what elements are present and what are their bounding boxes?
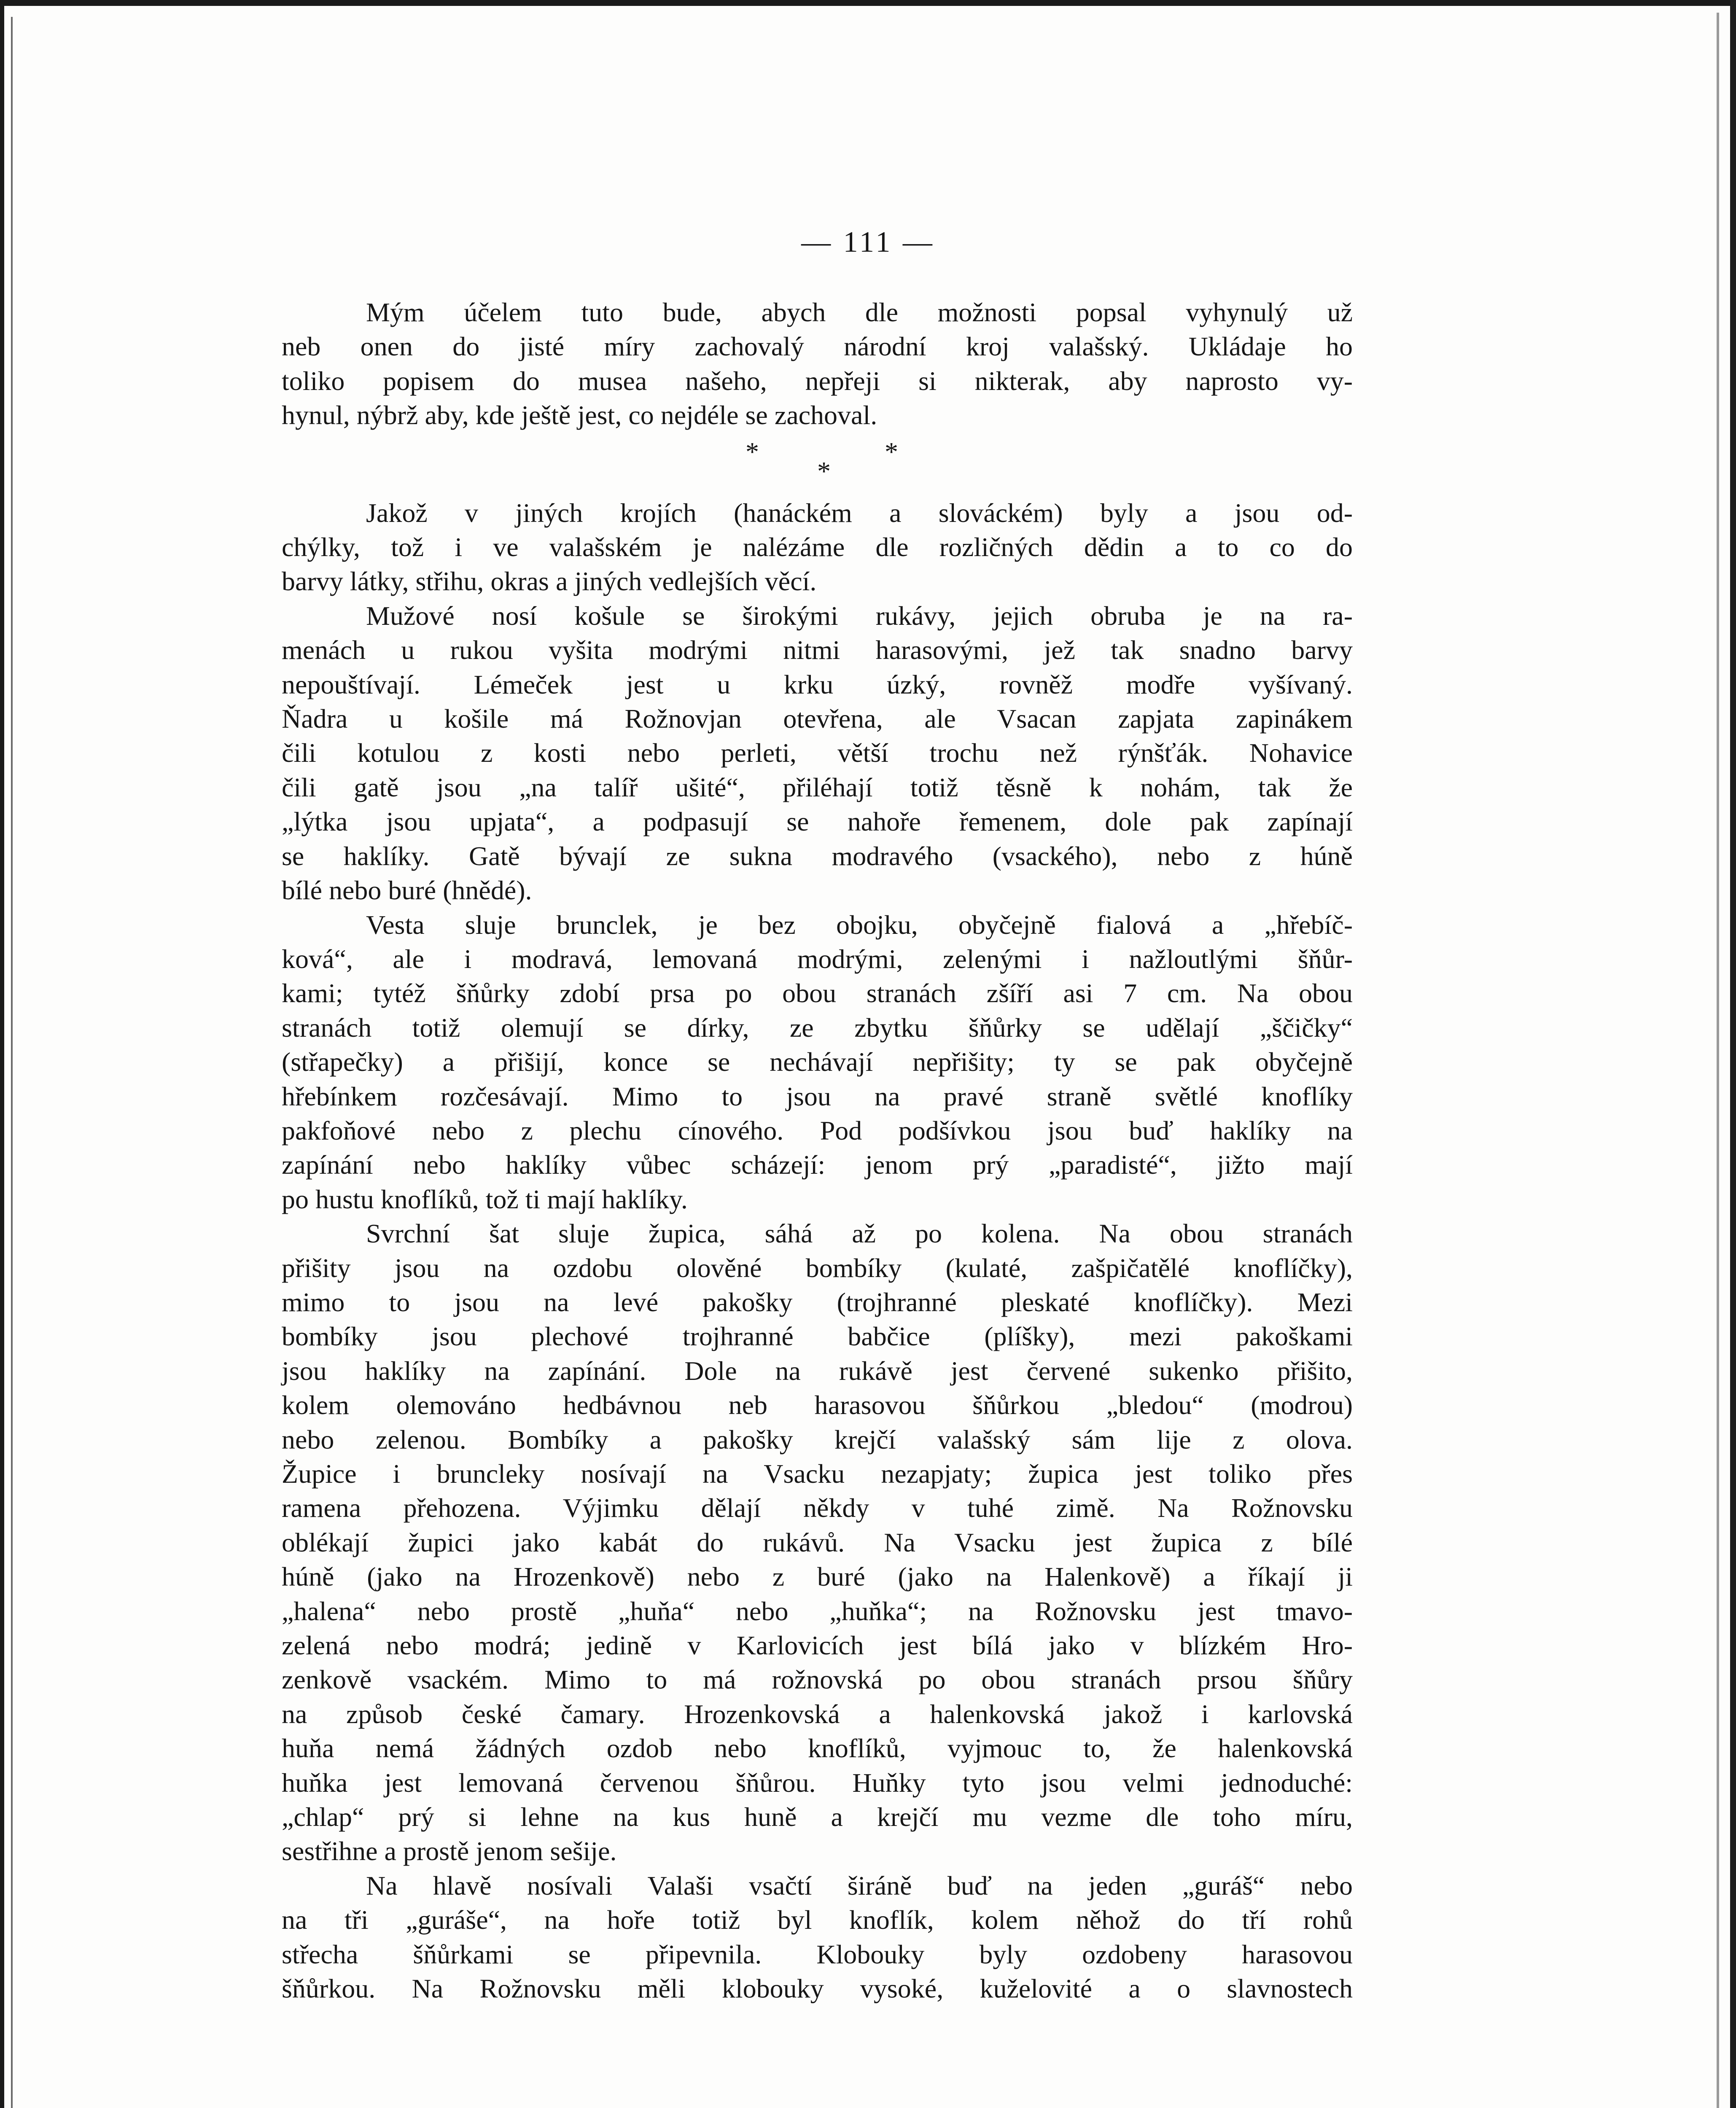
text-line: „halena“ nebo prostě „huňa“ nebo „huňka“; na Rožnovsku jest tmavo- [282, 1596, 1353, 1626]
text-line: Ňadra u košile má Rožnovjan otevřena, ale Vsacan zapjata zapinákem [282, 704, 1353, 734]
text-line: Svrchní šat sluje župica, sáhá až po kolena. Na obou stranách [366, 1218, 1353, 1249]
text-line: huňka jest lemovaná červenou šňůrou. Huňky tyto jsou velmi jednoduché: [282, 1767, 1353, 1798]
section-separator [282, 433, 1353, 496]
text-line: na způsob české čamary. Hrozenkovská a halenkovská jakož i karlovská [282, 1699, 1353, 1729]
scan-top-border [0, 0, 1736, 6]
text-line: huňa nemá žádných ozdob nebo knoflíků, vyjmouc to, že halenkovská [282, 1733, 1353, 1764]
text-line: pakfoňové nebo z plechu cínového. Pod podšívkou jsou buď haklíky na [282, 1115, 1353, 1145]
asterisk: * [817, 456, 831, 486]
paragraph [282, 496, 1353, 599]
text-line: ková“, ale i modravá, lemovaná modrými, zelenými i nažloutlými šňůr- [282, 944, 1353, 974]
text-line: zelená nebo modrá; jedině v Karlovicích jest bílá jako v blízkém Hro- [282, 1630, 1353, 1661]
text-line: oblékají župici jako kabát do rukávů. Na Vsacku jest župica z bílé [282, 1527, 1353, 1557]
page-body [282, 295, 1353, 2006]
text-line: chýlky, tož i ve valašském je nalézáme dle rozličných dědin a to co do [282, 532, 1353, 562]
text-line: mimo to jsou na levé pakošky (trojhranné pleskaté knoflíčky). Mezi [282, 1287, 1353, 1317]
asterisk: * [885, 436, 898, 467]
text-line: nebo zelenou. Bombíky a pakošky krejčí valašský sám lije z olova. [282, 1424, 1353, 1455]
text-line: Vesta sluje brunclek, je bez obojku, obyčejně fialová a „hřebíč- [366, 909, 1353, 940]
text-line: (střapečky) a přišijí, konce se nechávají nepřišity; ty se pak obyčejně [282, 1047, 1353, 1077]
text-line: Župice i bruncleky nosívají na Vsacku nezapjaty; župica jest toliko přes [282, 1459, 1353, 1489]
text-line: hynul, nýbrž aby, kde ještě jest, co nejdéle se zachoval. [282, 400, 877, 430]
scan-right-border [1730, 0, 1736, 2108]
text-line: čili gatě jsou „na talíř ušité“, přiléhají totiž těsně k nohám, tak že [282, 772, 1353, 802]
text-line: na tři „guráše“, na hoře totiž byl knoflík, kolem něhož do tří rohů [282, 1905, 1353, 1935]
text-line: bombíky jsou plechové trojhranné babčice (plíšky), mezi pakoškami [282, 1321, 1353, 1352]
scan-left-border [0, 0, 4, 2108]
paragraph [282, 599, 1353, 908]
text-line: Mužové nosí košule se širokými rukávy, jejich obruba je na ra- [366, 600, 1353, 631]
text-line: barvy látky, střihu, okras a jiných vedlejších věcí. [282, 566, 817, 597]
text-line: sestřihne a prostě jenom sešije. [282, 1836, 617, 1866]
text-line: „lýtka jsou upjata“, a podpasují se nahoře řemenem, dole pak zapínají [282, 807, 1353, 837]
scan-right-shadow [1717, 13, 1719, 2108]
paragraph [282, 908, 1353, 1217]
text-line: nepouštívají. Lémeček jest u krku úzký, rovněž modře vyšívaný. [282, 669, 1353, 699]
text-line: bílé nebo buré (hnědé). [282, 875, 532, 906]
text-line: šňůrkou. Na Rožnovsku měli klobouky vysoké, kuželovité a o slavnostech [282, 1974, 1353, 2004]
paragraph [282, 1869, 1353, 2006]
text-line: Mým účelem tuto bude, abych dle možnosti popsal vyhynulý už [366, 297, 1353, 327]
text-line: střecha šňůrkami se připevnila. Klobouky byly ozdobeny harasovou [282, 1939, 1353, 1969]
text-line: húně (jako na Hrozenkově) nebo z buré (jako na Halenkově) a říkají ji [282, 1562, 1353, 1592]
text-line: toliko popisem do musea našeho, nepřeji si nikterak, aby naprosto vy- [282, 366, 1353, 396]
text-line: po hustu knoflíků, tož ti mají haklíky. [282, 1184, 688, 1214]
text-line: kolem olemováno hedbávnou neb harasovou šňůrkou „bledou“ (modrou) [282, 1390, 1353, 1420]
text-line: hřebínkem rozčesávají. Mimo to jsou na pravé straně světlé knoflíky [282, 1081, 1353, 1111]
text-line: neb onen do jisté míry zachovalý národní kroj valašský. Ukládaje ho [282, 331, 1353, 362]
text-line: Na hlavě nosívali Valaši vsačtí širáně buď na jeden „guráš“ nebo [366, 1870, 1353, 1901]
text-line: se haklíky. Gatě bývají ze sukna modravého (vsackého), nebo z húně [282, 841, 1353, 871]
text-line: stranách totiž olemují se dírky, ze zbytku šňůrky se udělají „ščičky“ [282, 1012, 1353, 1043]
asterisk: * [746, 436, 759, 467]
text-line: Jakož v jiných krojích (hanáckém a slováckém) byly a jsou od- [366, 497, 1353, 528]
text-line: jsou haklíky na zapínání. Dole na rukávě jest červené sukenko přišito, [282, 1355, 1353, 1386]
text-line: „chlap“ prý si lehne na kus huně a krejčí mu vezme dle toho míru, [282, 1802, 1353, 1832]
text-line: čili kotulou z kosti nebo perleti, větší trochu než rýnšťák. Nohavice [282, 738, 1353, 768]
paragraph [282, 1216, 1353, 1869]
text-line: menách u rukou vyšita modrými nitmi harasovými, jež tak snadno barvy [282, 635, 1353, 665]
paragraph [282, 295, 1353, 433]
text-line: kami; tytéž šňůrky zdobí prsa po obou stranách zšíří asi 7 cm. Na obou [282, 978, 1353, 1008]
text-line: zenkově vsackém. Mimo to má rožnovská po obou stranách prsou šňůry [282, 1664, 1353, 1695]
text-line: přišity jsou na ozdobu olověné bombíky (kulaté, zašpičatělé knoflíčky), [282, 1253, 1353, 1283]
text-line: ramena přehozena. Výjimku dělají někdy v tuhé zimě. Na Rožnovsku [282, 1493, 1353, 1523]
page-number: — 111 — [801, 226, 935, 258]
scan-left-shadow [11, 17, 13, 2108]
text-line: zapínání nebo haklíky vůbec scházejí: jenom prý „paradisté“, jižto mají [282, 1150, 1353, 1180]
